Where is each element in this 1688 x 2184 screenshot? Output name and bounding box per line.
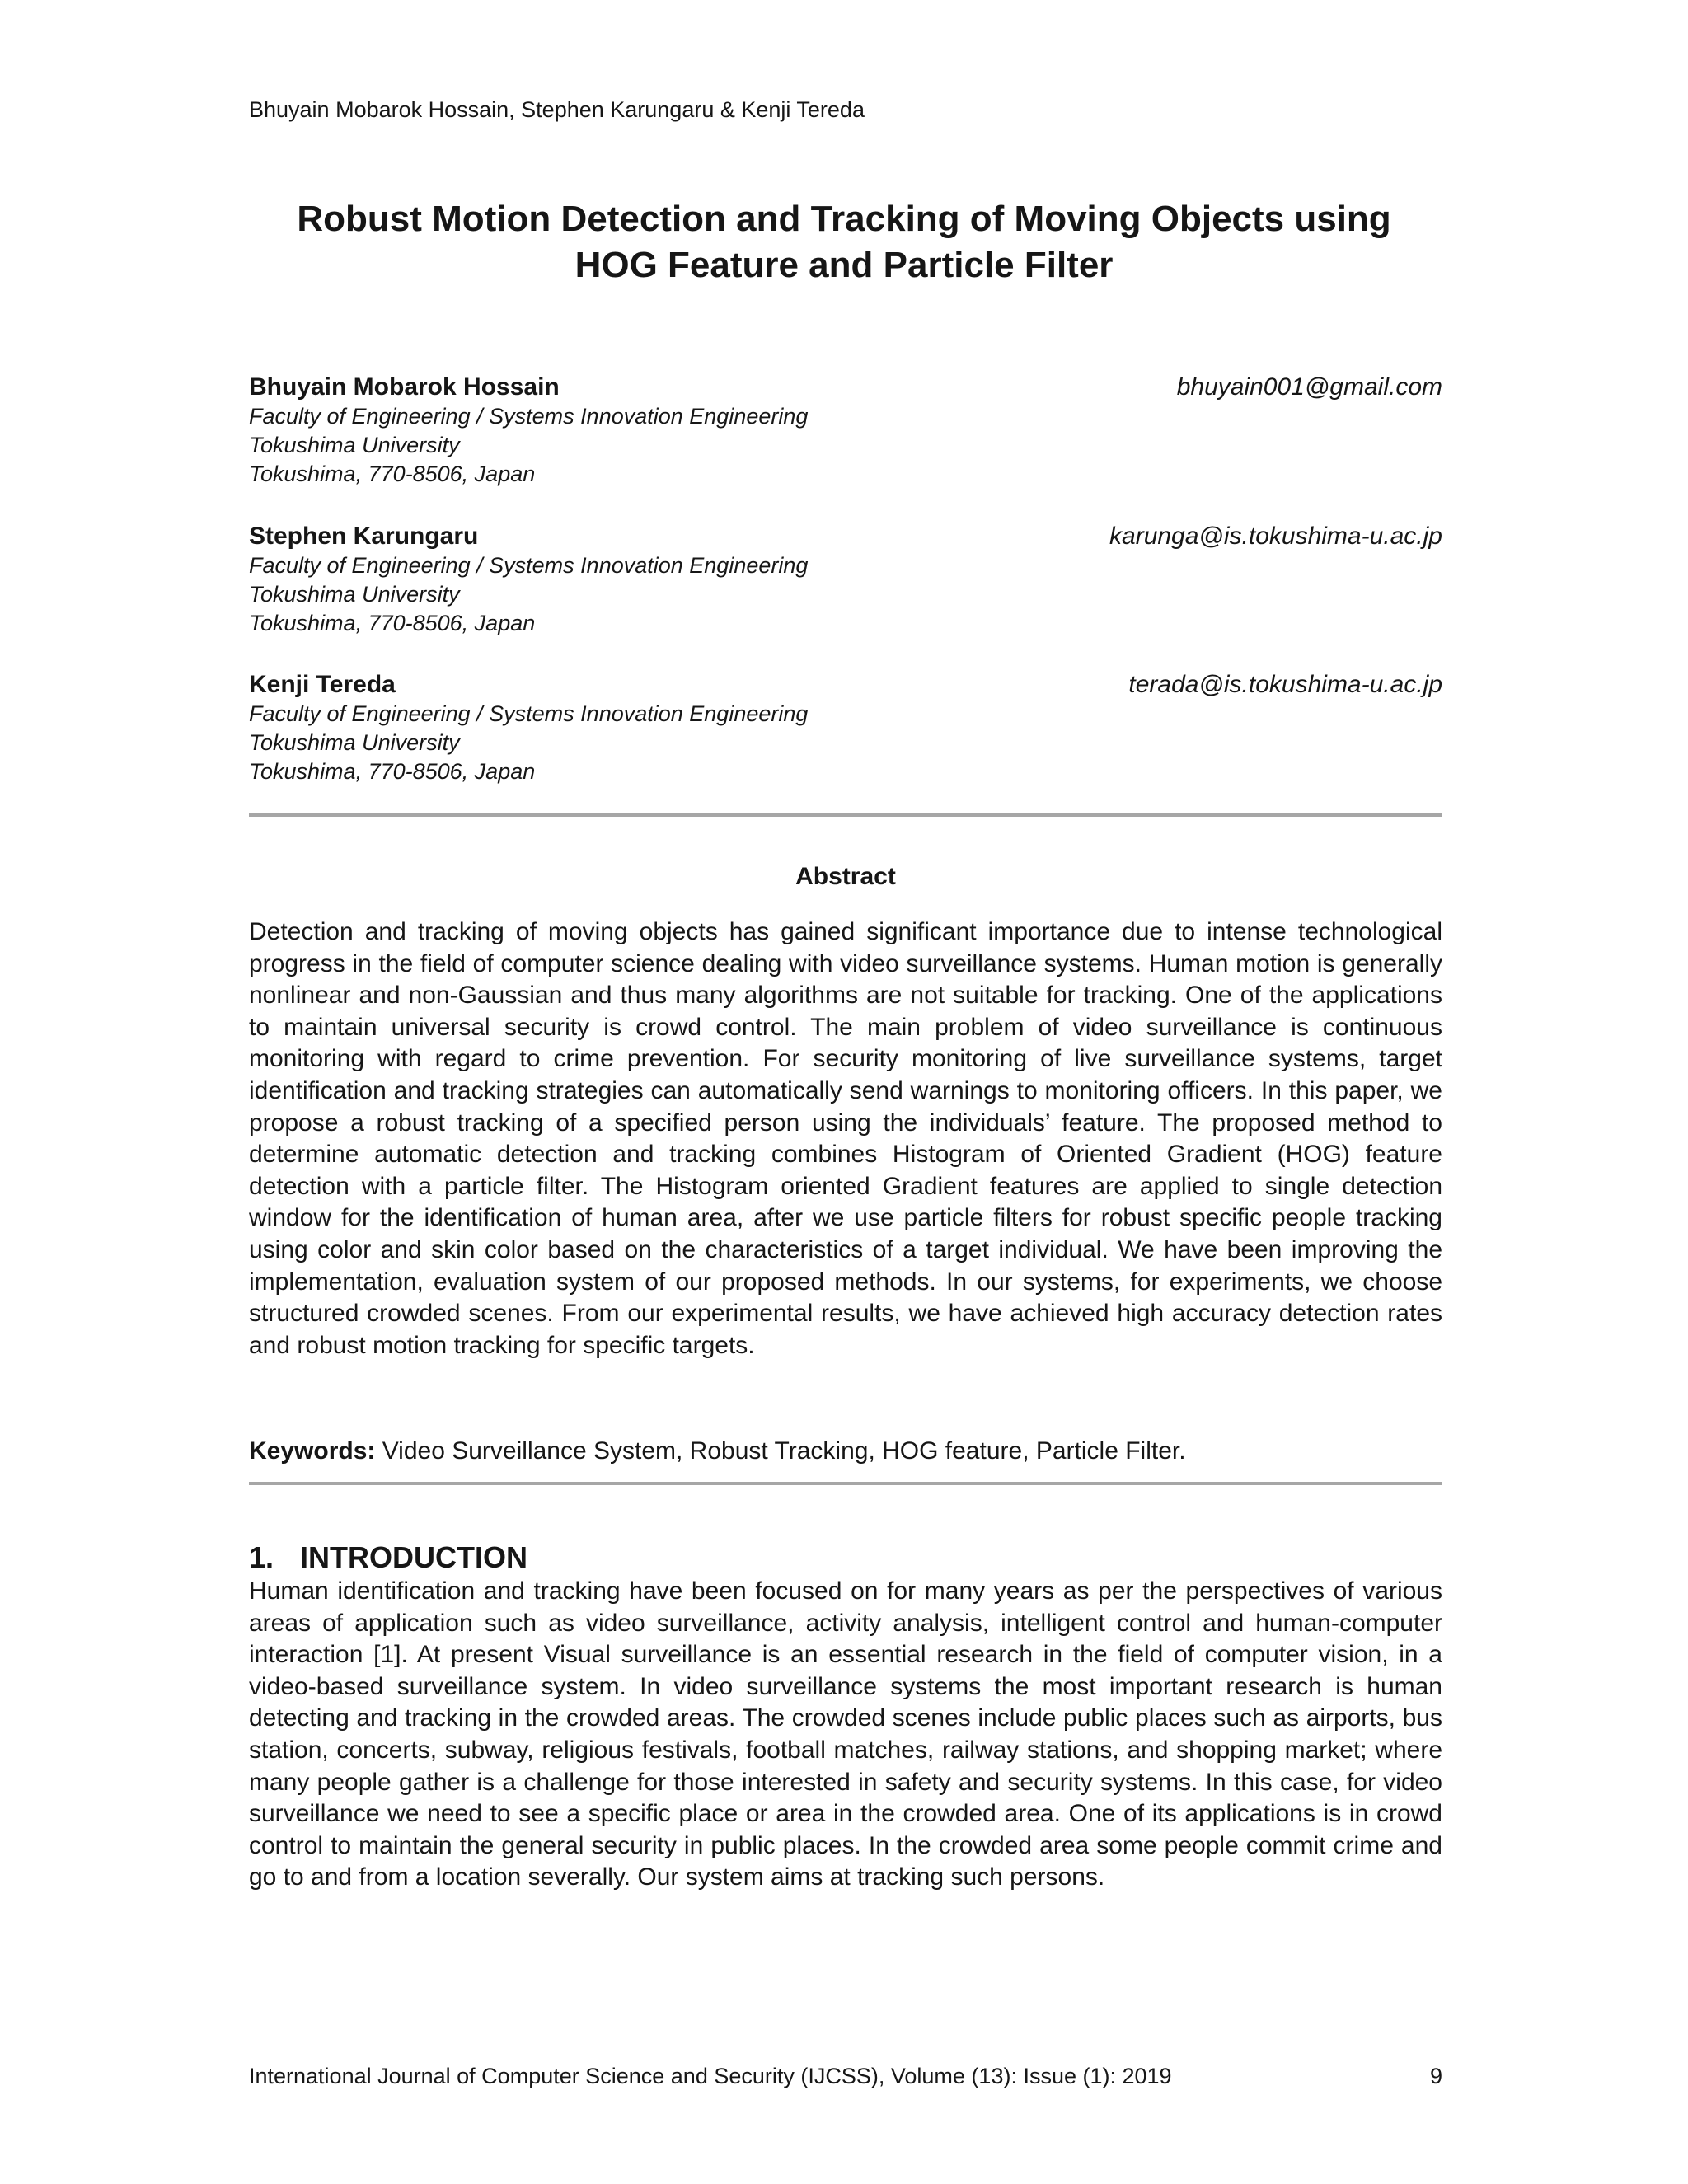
keywords-text: Video Surveillance System, Robust Tracking, HOG feature, Particle Filter.: [382, 1437, 1186, 1465]
author-name: Kenji Tereda: [249, 671, 396, 698]
author-affiliation-university: Tokushima University: [249, 582, 460, 607]
author-name: Bhuyain Mobarok Hossain: [249, 373, 560, 401]
divider-rule: [249, 1482, 1442, 1485]
abstract-text: Detection and tracking of moving objects has gained significant importance due to intense technological progress in the field of computer science dealing with video surveillance systems. Human motion is generally nonlinear and non-Gaussian and thus many algorithms are not suitable for tracking. One of the applications to maintain universal security is crowd control. The main problem of video surveillance is continuous monitoring with regard to crime prevention. For security monitoring of live surveillance systems, target identification and tracking strategies can automatically send warnings to monitoring officers. In this paper, we propose a robust tracking of a specified person using the individuals’ feature. The proposed method to determine automatic detection and tracking combines Histogram of Oriented Gradient (HOG) feature detection with a particle filter. The Histogram oriented Gradient features are applied to single detection window for the identification of human area, after we use particle filters for robust specific people tracking using color and skin color based on the characteristics of a target individual. We have been improving the implementation, evaluation system of our proposed methods. In our systems, for experiments, we choose structured crowded scenes. From our experimental results, we have achieved high accuracy detection rates and robust motion tracking for specific targets.: [249, 918, 1442, 1359]
section-title: INTRODUCTION: [300, 1540, 528, 1574]
page-footer: [249, 2062, 1442, 2090]
keywords: [249, 1436, 1442, 1467]
page-number: 9: [1429, 2064, 1442, 2088]
journal-citation: International Journal of Computer Science and Security (IJCSS), Volume (13): Issue (1): 2019: [249, 2064, 1172, 2088]
author-affiliation-dept: Faculty of Engineering / Systems Innovation Engineering: [249, 404, 809, 429]
author-block: [249, 522, 1442, 638]
author-affiliation-address: Tokushima, 770-8506, Japan: [249, 611, 536, 635]
title-line-1: Robust Motion Detection and Tracking of Moving Objects using: [297, 199, 1391, 239]
keywords-label: Keywords:: [249, 1437, 376, 1465]
author-affiliation-address: Tokushima, 770-8506, Japan: [249, 462, 536, 486]
author-name: Stephen Karungaru: [249, 523, 479, 550]
running-header: Bhuyain Mobarok Hossain, Stephen Karungaru & Kenji Tereda: [249, 97, 865, 122]
author-affiliation-dept: Faculty of Engineering / Systems Innovation Engineering: [249, 701, 809, 726]
author-email[interactable]: bhuyain001@gmail.com: [1176, 373, 1442, 401]
title-line-2: HOG Feature and Particle Filter: [574, 245, 1114, 285]
abstract-heading: Abstract: [795, 863, 896, 890]
author-affiliation-university: Tokushima University: [249, 730, 460, 755]
author-affiliation-address: Tokushima, 770-8506, Japan: [249, 759, 536, 784]
author-affiliation-dept: Faculty of Engineering / Systems Innovation Engineering: [249, 553, 809, 578]
author-email[interactable]: terada@is.tokushima-u.ac.jp: [1128, 671, 1442, 698]
author-block: [249, 670, 1442, 786]
author-affiliation-university: Tokushima University: [249, 433, 460, 457]
author-email[interactable]: karunga@is.tokushima-u.ac.jp: [1109, 523, 1442, 550]
section-number: 1.: [249, 1540, 274, 1574]
introduction-text: Human identification and tracking have been focused on for many years as per the perspectives of various areas of application such as video surveillance, activity analysis, intelligent control and human-computer interaction [1]. At present Visual surveillance is an essential research in the field of computer vision, in a video-based surveillance system. In video surveillance systems the most important research is human detecting and tracking in the crowded areas. The crowded scenes include public places such as airports, bus station, concerts, subway, religious festivals, football matches, railway stations, and shopping market; where many people gather is a challenge for those interested in safety and security systems. In this case, for video surveillance we need to see a specific place or area in the crowded area. One of its applications is in crowd control to maintain the general security in public places. In the crowded area some people commit crime and go to and from a location severally. Our system aims at tracking such persons.: [249, 1577, 1442, 1891]
paper-title: [198, 196, 1490, 288]
section-heading-introduction: [249, 1540, 528, 1576]
divider-rule: [249, 813, 1442, 817]
author-block: [249, 373, 1442, 489]
